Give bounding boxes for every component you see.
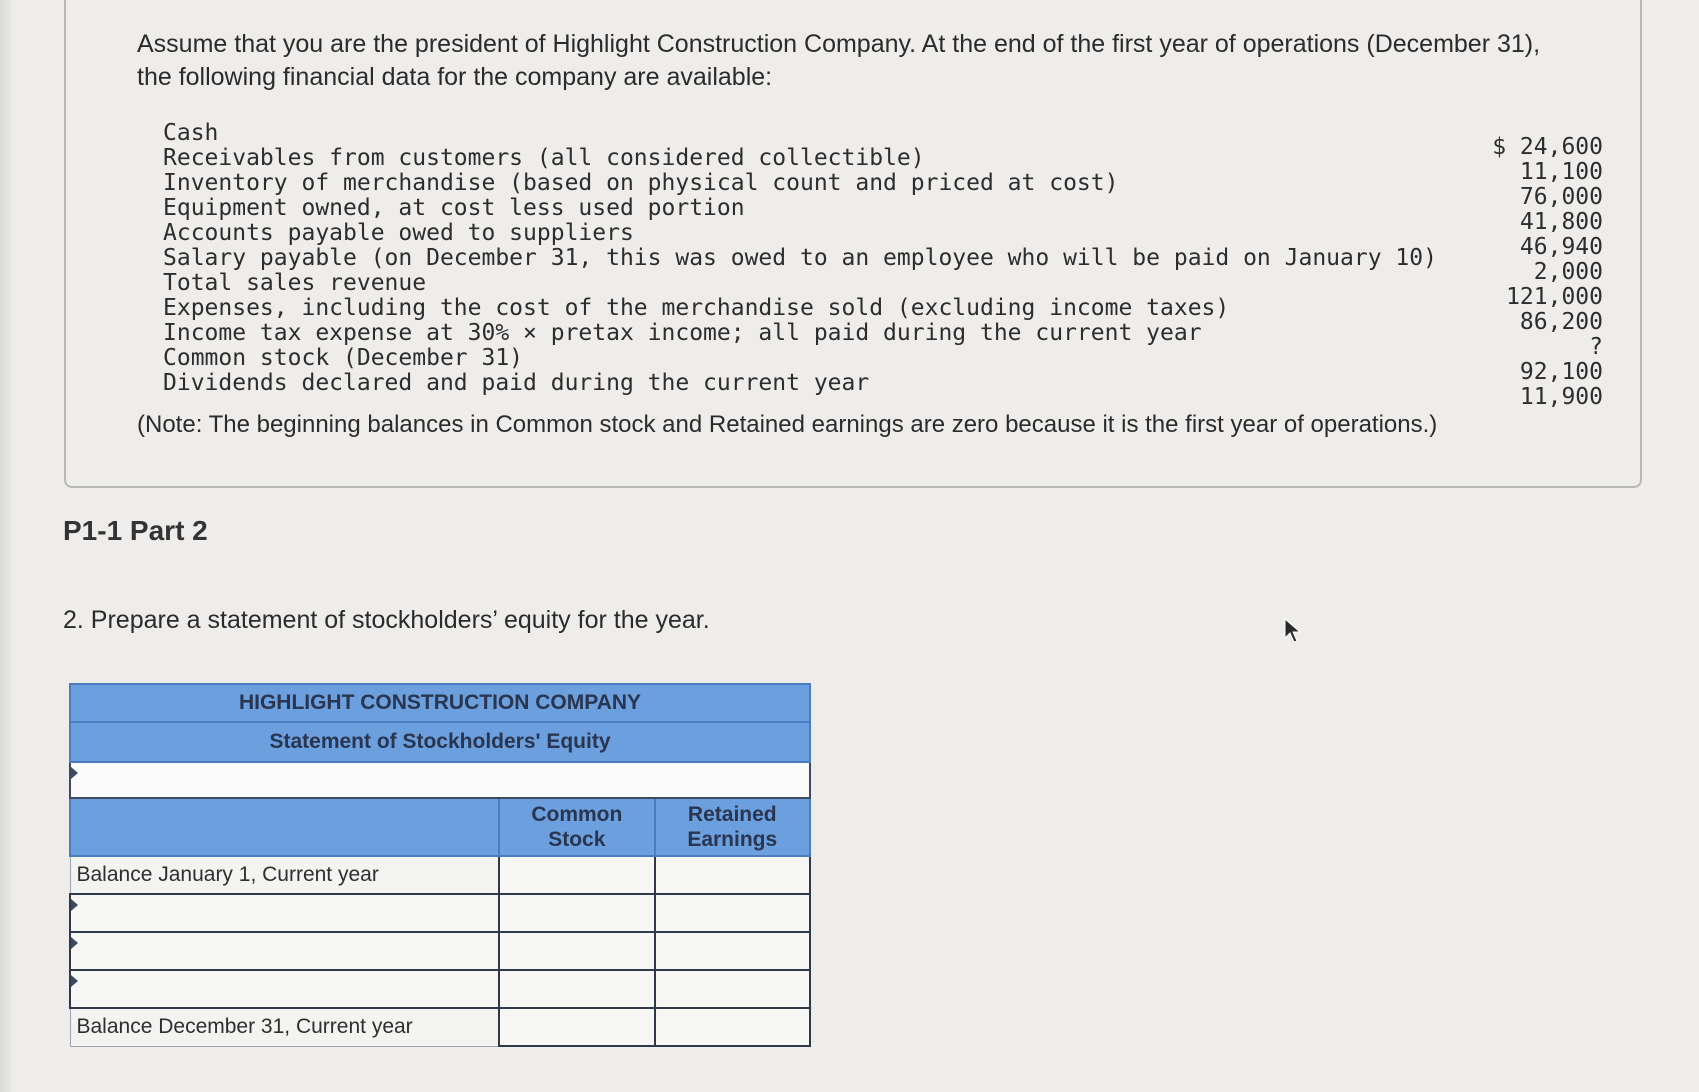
problem-note: (Note: The beginning balances in Common stock and Retained earnings are zero because it is the first year of operations.) [137,411,1438,438]
data-value: 46,940 [1519,234,1603,260]
row-label-dropdown[interactable] [70,970,499,1008]
retained-earnings-input[interactable] [655,894,810,932]
data-row-dividends [163,370,1603,410]
data-value: 41,800 [1519,209,1603,235]
page-edge [0,0,14,1092]
financial-data-list [163,120,1603,410]
stockholders-equity-statement [69,683,811,1047]
statement-title-header: Statement of Stockholders' Equity [70,722,810,762]
data-value: 11,900 [1519,384,1603,410]
question-text: 2. Prepare a statement of stockholders’ equity for the year. [63,606,710,634]
data-label: Accounts payable owed to suppliers [163,220,634,246]
retained-earnings-input[interactable] [655,856,810,894]
data-label: Equipment owned, at cost less used portion [163,195,745,221]
data-value: 92,100 [1519,359,1603,385]
data-value: 2,000 [1533,259,1603,285]
common-stock-input[interactable] [499,970,654,1008]
data-value: 86,200 [1519,309,1603,335]
dropdown-marker-icon [71,767,78,779]
data-label: Expenses, including the cost of the merchandise sold (excluding income taxes) [163,295,1230,321]
column-header-label: Common Stock [531,803,623,851]
data-label: Total sales revenue [163,270,427,296]
dropdown-marker-icon [71,975,78,987]
common-stock-input[interactable] [499,894,654,932]
column-header-retained-earnings [655,798,810,856]
column-header-blank [70,798,499,856]
row-label-balance-dec: Balance December 31, Current year [70,1008,499,1046]
data-label: Cash [163,120,219,146]
data-label: Receivables from customers (all considered collectible) [163,145,925,171]
mouse-cursor-icon [1284,618,1302,644]
row-label-balance-jan: Balance January 1, Current year [70,856,499,894]
data-value: 121,000 [1506,284,1603,310]
column-header-common-stock [499,798,654,856]
data-value: 76,000 [1519,184,1603,210]
dropdown-marker-icon [71,937,78,949]
data-label: Salary payable (on December 31, this was owed to an employee who will be paid on January 10) [163,245,1437,271]
common-stock-input[interactable] [499,932,654,970]
statement-period-input[interactable] [70,762,810,798]
retained-earnings-input[interactable] [655,1008,810,1046]
part-heading: P1-1 Part 2 [63,515,208,546]
company-name-header: HIGHLIGHT CONSTRUCTION COMPANY [70,684,810,722]
data-label: Inventory of merchandise (based on physical count and priced at cost) [163,170,1119,196]
data-label: Income tax expense at 30% × pretax income; all paid during the current year [163,320,1202,346]
retained-earnings-input[interactable] [655,970,810,1008]
problem-intro: Assume that you are the president of Highlight Construction Company. At the end of the first year of operations (December 31), the following financial data for the company are available: [137,30,1541,91]
row-label-dropdown[interactable] [70,894,499,932]
column-header-label: Retained Earnings [687,803,778,851]
common-stock-input[interactable] [499,1008,654,1046]
data-label: Dividends declared and paid during the current year [163,370,870,396]
data-label: Common stock (December 31) [163,345,524,371]
data-value: 11,100 [1519,159,1603,185]
row-label-dropdown[interactable] [70,932,499,970]
dropdown-marker-icon [71,899,78,911]
data-value: $ 24,600 [1492,134,1603,160]
common-stock-input[interactable] [499,856,654,894]
data-value: ? [1589,334,1603,360]
retained-earnings-input[interactable] [655,932,810,970]
